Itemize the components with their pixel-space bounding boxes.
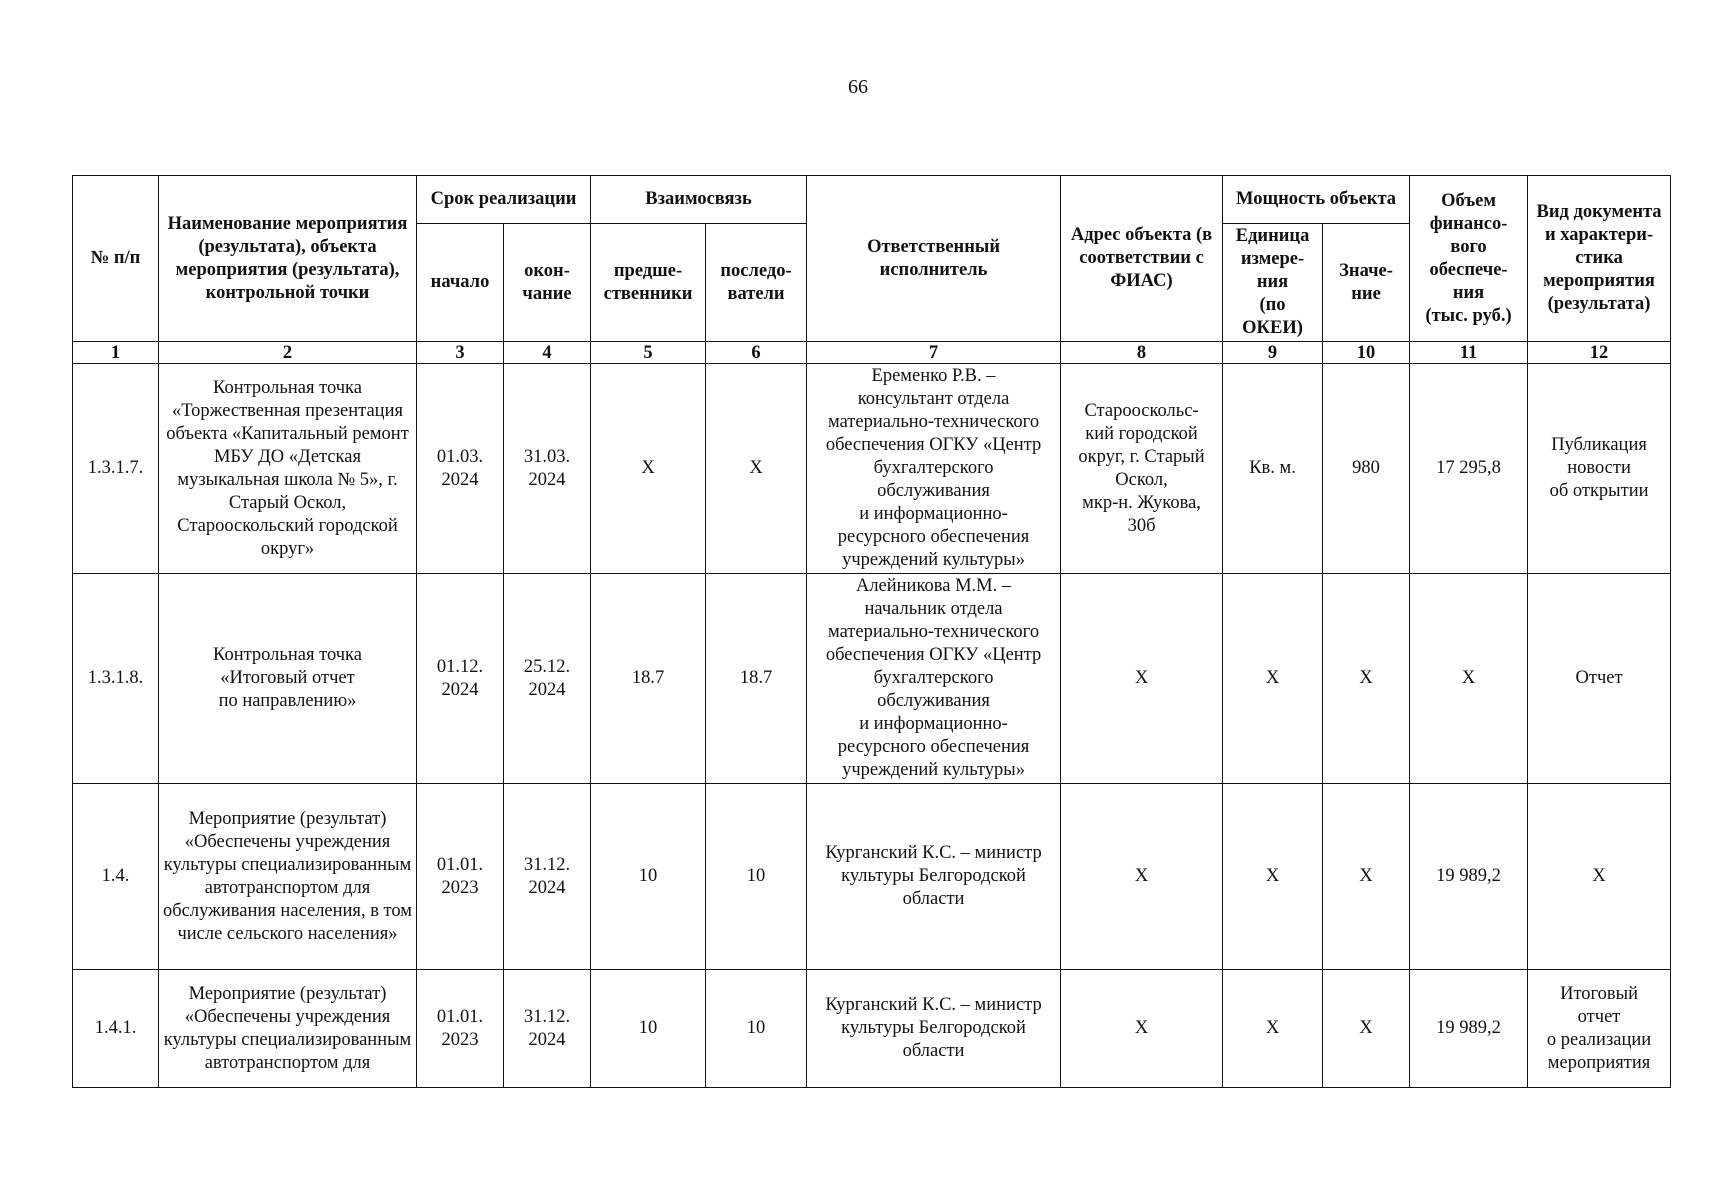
row-start-date: 01.03. 2024 — [417, 364, 504, 574]
header-capacity-group: Мощность объекта — [1223, 176, 1410, 224]
activities-table — [72, 175, 1671, 1088]
row-address: Х — [1061, 970, 1223, 1088]
page-number: 66 — [848, 76, 868, 98]
header-term-group: Срок реализации — [417, 176, 591, 224]
header-link-group: Взаимосвязь — [591, 176, 807, 224]
row-address: Х — [1061, 784, 1223, 970]
row-address: Х — [1061, 574, 1223, 784]
header-responsible: Ответственный исполнитель — [807, 176, 1061, 342]
row-unit: Кв. м. — [1223, 364, 1323, 574]
header-name: Наименование мероприятия (результата), объекта мероприятия (результата), контрольной точки — [159, 176, 417, 342]
row-start-date: 01.01. 2023 — [417, 970, 504, 1088]
column-number: 2 — [159, 342, 417, 364]
row-address: Старооскольс- кий городской округ, г. Старый Оскол, мкр-н. Жукова, 30б — [1061, 364, 1223, 574]
row-predecessors: Х — [591, 364, 706, 574]
row-doc-type: Итоговый отчет о реализации мероприятия — [1528, 970, 1671, 1088]
column-number: 12 — [1528, 342, 1671, 364]
row-successors: 10 — [706, 784, 807, 970]
row-successors: 10 — [706, 970, 807, 1088]
header-link-prev: предше- ственники — [591, 224, 706, 342]
table-header — [73, 176, 1671, 364]
row-doc-type: Х — [1528, 784, 1671, 970]
row-predecessors: 10 — [591, 784, 706, 970]
row-name: Контрольная точка «Итоговый отчет по направлению» — [159, 574, 417, 784]
row-finance: 19 989,2 — [1410, 970, 1528, 1088]
row-unit: Х — [1223, 784, 1323, 970]
row-name: Мероприятие (результат) «Обеспечены учреждения культуры специализированным автотранспортом для — [159, 970, 417, 1088]
column-number: 7 — [807, 342, 1061, 364]
column-number: 1 — [73, 342, 159, 364]
header-term-start: начало — [417, 224, 504, 342]
row-value: Х — [1323, 784, 1410, 970]
row-name: Мероприятие (результат) «Обеспечены учреждения культуры специализированным автотранспортом для обслуживания населения, в том числе сельского населения» — [159, 784, 417, 970]
header-capacity-unit: Единица измере- ния (по ОКЕИ) — [1223, 224, 1323, 342]
row-responsible: Алейникова М.М. – начальник отдела материально-технического обеспечения ОГКУ «Центр бухгалтерского обслуживания и информационно- ресурсного обеспечения учреждений культуры» — [807, 574, 1061, 784]
row-unit: Х — [1223, 574, 1323, 784]
row-unit: Х — [1223, 970, 1323, 1088]
table-row — [73, 784, 1671, 970]
row-end-date: 25.12. 2024 — [504, 574, 591, 784]
row-number: 1.3.1.8. — [73, 574, 159, 784]
row-doc-type: Отчет — [1528, 574, 1671, 784]
table-row — [73, 364, 1671, 574]
row-number: 1.3.1.7. — [73, 364, 159, 574]
header-doc-type: Вид документа и характери- стика мероприятия (результата) — [1528, 176, 1671, 342]
row-successors: 18.7 — [706, 574, 807, 784]
row-predecessors: 10 — [591, 970, 706, 1088]
row-doc-type: Публикация новости об открытии — [1528, 364, 1671, 574]
column-number: 10 — [1323, 342, 1410, 364]
column-number: 3 — [417, 342, 504, 364]
row-start-date: 01.01. 2023 — [417, 784, 504, 970]
header-capacity-value: Значе- ние — [1323, 224, 1410, 342]
column-number: 6 — [706, 342, 807, 364]
row-finance: 17 295,8 — [1410, 364, 1528, 574]
row-number: 1.4. — [73, 784, 159, 970]
row-start-date: 01.12. 2024 — [417, 574, 504, 784]
row-number: 1.4.1. — [73, 970, 159, 1088]
header-number: № п/п — [73, 176, 159, 342]
header-finance: Объем финансо- вого обеспече- ния (тыс. руб.) — [1410, 176, 1528, 342]
row-responsible: Курганский К.С. – министр культуры Белгородской области — [807, 784, 1061, 970]
row-finance: Х — [1410, 574, 1528, 784]
row-end-date: 31.12. 2024 — [504, 784, 591, 970]
table-row — [73, 574, 1671, 784]
column-numbers-row — [73, 342, 1671, 364]
row-end-date: 31.12. 2024 — [504, 970, 591, 1088]
row-finance: 19 989,2 — [1410, 784, 1528, 970]
header-link-next: последо- ватели — [706, 224, 807, 342]
row-predecessors: 18.7 — [591, 574, 706, 784]
row-end-date: 31.03. 2024 — [504, 364, 591, 574]
column-number: 4 — [504, 342, 591, 364]
column-number: 9 — [1223, 342, 1323, 364]
column-number: 5 — [591, 342, 706, 364]
row-value: Х — [1323, 574, 1410, 784]
column-number: 8 — [1061, 342, 1223, 364]
table-row — [73, 970, 1671, 1088]
header-address: Адрес объекта (в соответствии с ФИАС) — [1061, 176, 1223, 342]
row-responsible: Курганский К.С. – министр культуры Белгородской области — [807, 970, 1061, 1088]
row-value: Х — [1323, 970, 1410, 1088]
row-successors: Х — [706, 364, 807, 574]
row-name: Контрольная точка «Торжественная презентация объекта «Капитальный ремонт МБУ ДО «Детская музыкальная школа № 5», г. Старый Оскол, Старооскольский городской округ» — [159, 364, 417, 574]
row-value: 980 — [1323, 364, 1410, 574]
column-number: 11 — [1410, 342, 1528, 364]
header-term-end: окон- чание — [504, 224, 591, 342]
row-responsible: Еременко Р.В. – консультант отдела материально-технического обеспечения ОГКУ «Центр бухгалтерского обслуживания и информационно- ресурсного обеспечения учреждений культуры» — [807, 364, 1061, 574]
